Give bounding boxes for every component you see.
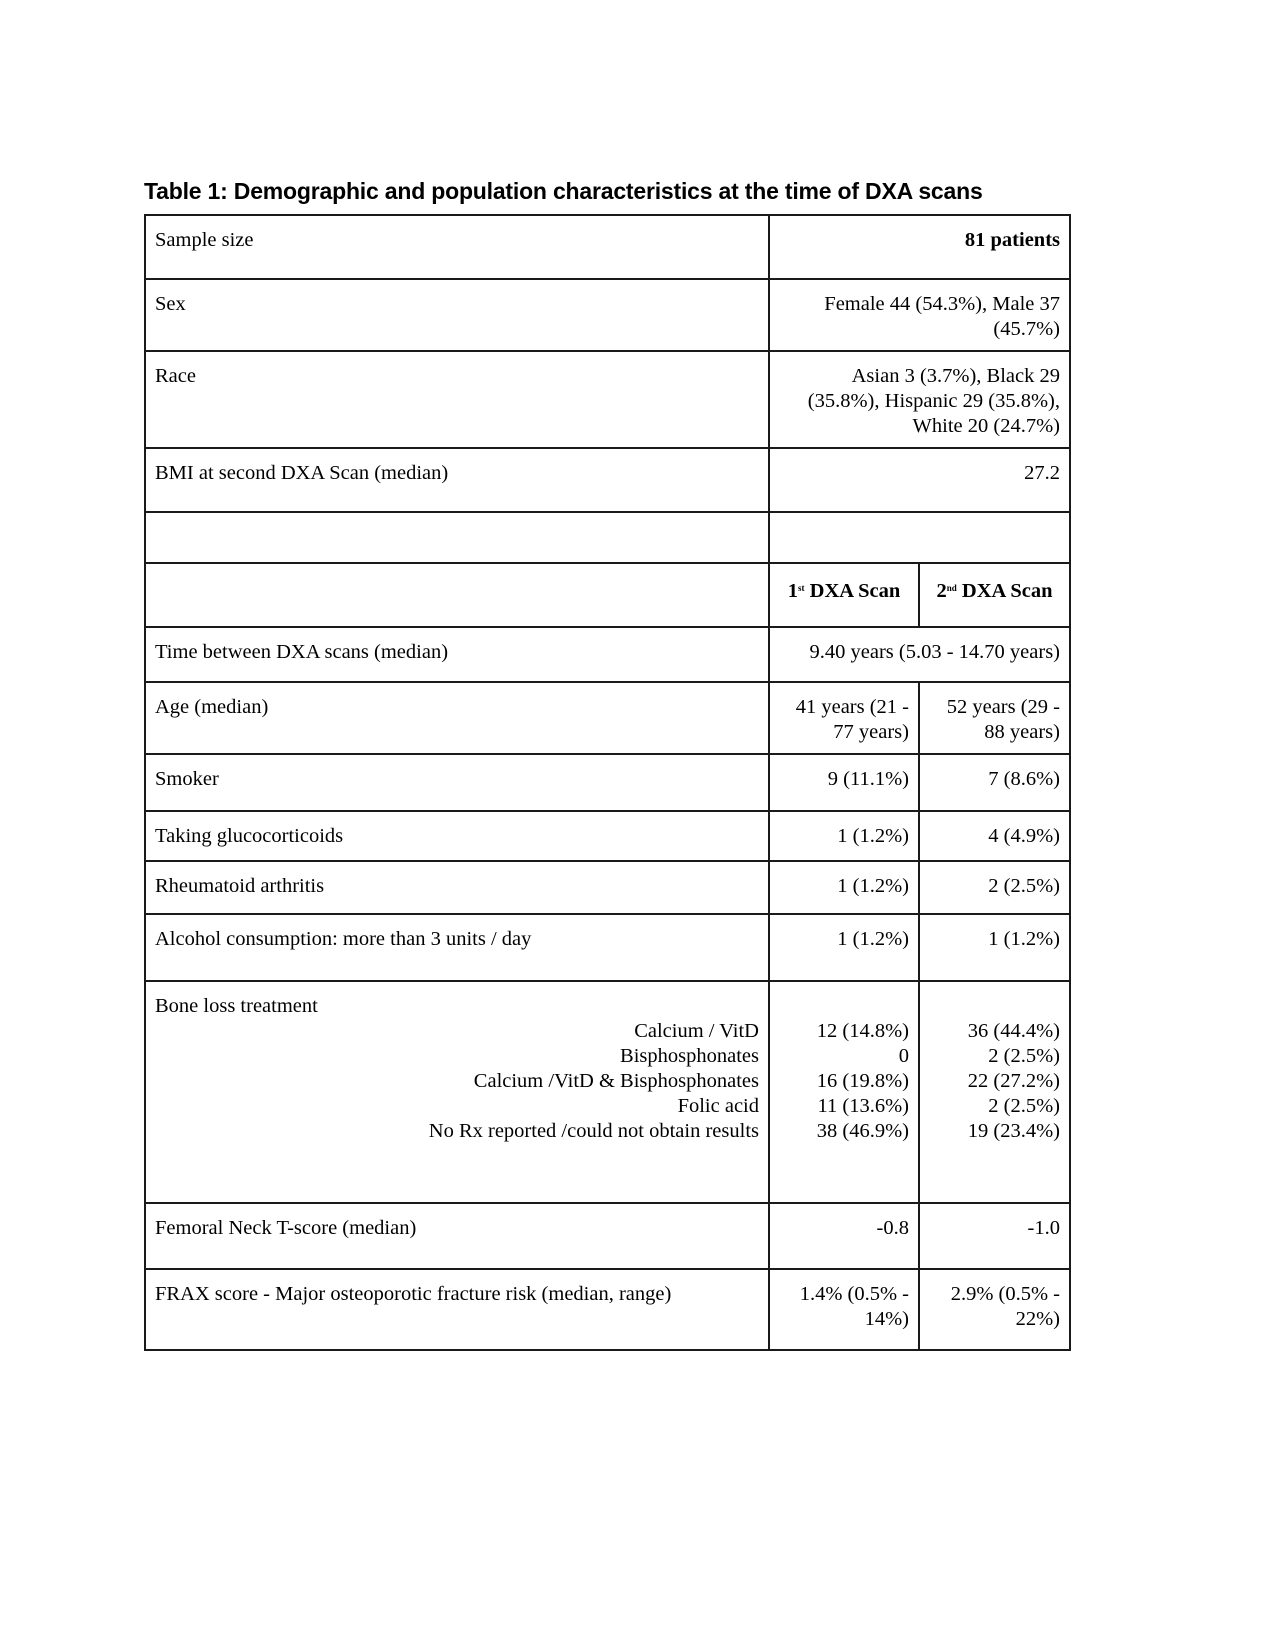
row-label: BMI at second DXA Scan (median) bbox=[145, 448, 769, 512]
second-scan-value: 36 (44.4%) bbox=[967, 1020, 1060, 1042]
table-row bbox=[145, 215, 1070, 279]
row-label: Femoral Neck T-score (median) bbox=[145, 1203, 769, 1269]
header-sup: st bbox=[798, 583, 805, 593]
second-scan-value: 7 (8.6%) bbox=[919, 754, 1070, 811]
row-label: Time between DXA scans (median) bbox=[145, 627, 769, 682]
second-scan-value: 2 (2.5%) bbox=[988, 1095, 1060, 1117]
row-value: Female 44 (54.3%), Male 37 (45.7%) bbox=[769, 279, 1070, 351]
table-row bbox=[145, 448, 1070, 512]
second-scan-value: 19 (23.4%) bbox=[967, 1120, 1060, 1142]
row-label: Alcohol consumption: more than 3 units / day bbox=[145, 914, 769, 981]
first-scan-value: 1 (1.2%) bbox=[769, 811, 919, 861]
table-row bbox=[145, 861, 1070, 914]
table-header-row bbox=[145, 563, 1070, 627]
first-scan-values bbox=[769, 981, 919, 1203]
header-num: 2 bbox=[936, 580, 947, 602]
bone-loss-cell bbox=[145, 981, 769, 1203]
first-scan-value: -0.8 bbox=[769, 1203, 919, 1269]
second-scan-value: 4 (4.9%) bbox=[919, 811, 1070, 861]
row-label: Sex bbox=[145, 279, 769, 351]
first-scan-value: 1 (1.2%) bbox=[769, 861, 919, 914]
header-sup: nd bbox=[946, 583, 957, 593]
header-num: 1 bbox=[787, 580, 799, 602]
first-scan-value: 38 (46.9%) bbox=[816, 1120, 909, 1142]
header-second-scan bbox=[919, 563, 1070, 627]
first-scan-value: 16 (19.8%) bbox=[816, 1070, 909, 1092]
row-value: 27.2 bbox=[769, 448, 1070, 512]
table-row-bone-loss bbox=[145, 981, 1070, 1203]
table-row bbox=[145, 1269, 1070, 1350]
table-title: Table 1: Demographic and population characteristics at the time of DXA scans bbox=[144, 178, 983, 204]
empty-cell bbox=[769, 512, 1070, 563]
row-label: Sample size bbox=[145, 215, 769, 279]
first-scan-value: 41 years (21 - 77 years) bbox=[769, 682, 919, 754]
row-value: 81 patients bbox=[769, 215, 1070, 279]
sub-label: No Rx reported /could not obtain results bbox=[428, 1120, 759, 1142]
first-scan-value: 0 bbox=[898, 1045, 909, 1067]
sub-label: Calcium /VitD & Bisphosphonates bbox=[473, 1070, 759, 1092]
table-row bbox=[145, 811, 1070, 861]
table-row-empty bbox=[145, 512, 1070, 563]
table-row bbox=[145, 914, 1070, 981]
header-label: DXA Scan bbox=[956, 580, 1053, 602]
first-scan-value: 12 (14.8%) bbox=[816, 1020, 909, 1042]
empty-cell bbox=[145, 563, 769, 627]
sub-label: Calcium / VitD bbox=[634, 1020, 759, 1042]
row-label: Age (median) bbox=[145, 682, 769, 754]
demographics-table bbox=[144, 214, 1071, 1351]
table-row bbox=[145, 754, 1070, 811]
first-scan-value: 1.4% (0.5% - 14%) bbox=[769, 1269, 919, 1350]
empty-cell bbox=[145, 512, 769, 563]
sub-label: Bisphosphonates bbox=[620, 1045, 759, 1067]
second-scan-value: -1.0 bbox=[919, 1203, 1070, 1269]
header-label: DXA Scan bbox=[804, 580, 901, 602]
table-row bbox=[145, 627, 1070, 682]
table-row bbox=[145, 351, 1070, 448]
row-value: Asian 3 (3.7%), Black 29 (35.8%), Hispanic 29 (35.8%), White 20 (24.7%) bbox=[769, 351, 1070, 448]
second-scan-value: 52 years (29 - 88 years) bbox=[919, 682, 1070, 754]
second-scan-value: 2.9% (0.5% - 22%) bbox=[919, 1269, 1070, 1350]
sub-label: Folic acid bbox=[677, 1095, 759, 1117]
row-label: Taking glucocorticoids bbox=[145, 811, 769, 861]
row-label: Race bbox=[145, 351, 769, 448]
second-scan-value: 1 (1.2%) bbox=[919, 914, 1070, 981]
second-scan-values bbox=[919, 981, 1070, 1203]
first-scan-value: 1 (1.2%) bbox=[769, 914, 919, 981]
row-label: Rheumatoid arthritis bbox=[145, 861, 769, 914]
row-value: 9.40 years (5.03 - 14.70 years) bbox=[769, 627, 1070, 682]
row-label: Smoker bbox=[145, 754, 769, 811]
second-scan-value: 22 (27.2%) bbox=[967, 1070, 1060, 1092]
second-scan-value: 2 (2.5%) bbox=[919, 861, 1070, 914]
table-row bbox=[145, 279, 1070, 351]
table-row bbox=[145, 682, 1070, 754]
row-label: Bone loss treatment bbox=[155, 995, 318, 1017]
row-label: FRAX score - Major osteoporotic fracture risk (median, range) bbox=[145, 1269, 769, 1350]
second-scan-value: 2 (2.5%) bbox=[988, 1045, 1060, 1067]
table-row bbox=[145, 1203, 1070, 1269]
first-scan-value: 11 (13.6%) bbox=[817, 1095, 909, 1117]
first-scan-value: 9 (11.1%) bbox=[769, 754, 919, 811]
header-first-scan bbox=[769, 563, 919, 627]
